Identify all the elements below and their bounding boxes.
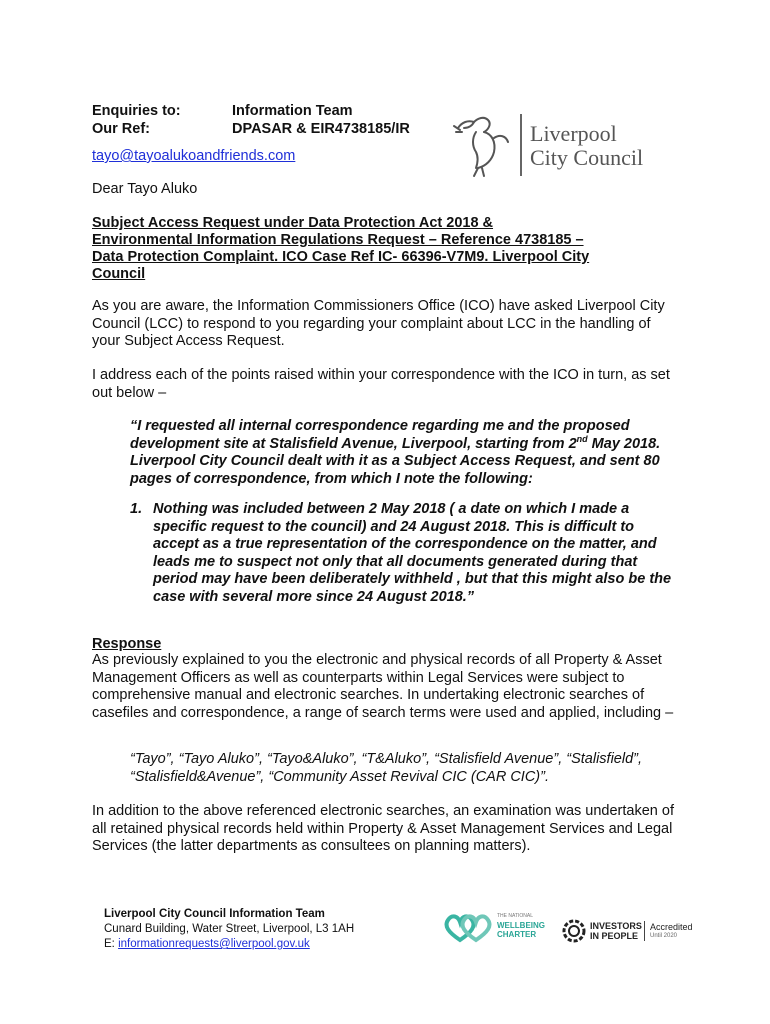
footer-email-link[interactable]: informationrequests@liverpool.gov.uk xyxy=(118,938,310,950)
wellbeing-charter-logo xyxy=(444,910,554,946)
wellbeing-small-text: THE NATIONAL xyxy=(497,913,534,919)
response-paragraph: As previously explained to you the electronic and physical records of all Property & Asset Management Officers as well as counterparts within Legal Services were subject to comprehensive manual and electronic searches. In undertaking electronic searches of casefiles and correspondence, a range of search terms were used and applied, including – xyxy=(92,652,674,721)
subject-line-1: Subject Access Request under Data Protection Act 2018 & xyxy=(92,215,494,231)
wellbeing-hearts-icon xyxy=(444,912,492,944)
ref-value: DPASAR & EIR4738185/IR xyxy=(232,121,410,137)
enquiries-label: Enquiries to: xyxy=(92,103,181,119)
investors-in-people-logo xyxy=(562,917,702,947)
subject-line-3: Data Protection Complaint. ICO Case Ref IC- 66396-V7M9. Liverpool City xyxy=(92,249,590,265)
accredited-label: Accredited xyxy=(650,922,693,932)
logo-text-line1: Liverpool xyxy=(530,121,617,146)
accredited-until: Until 2020 xyxy=(650,933,678,939)
iip-line2: IN PEOPLE xyxy=(590,931,639,941)
quoted-complaint xyxy=(130,418,690,488)
liver-bird-icon xyxy=(448,108,516,180)
physical-records-paragraph: In addition to the above referenced electronic searches, an examination was undertaken of all retained physical records held within Property & Asset Management Services and Legal Services (the latter departments as consultees on planning matters). xyxy=(92,803,674,854)
search-terms: “Tayo”, “Tayo Aluko”, “Tayo&Aluko”, “T&Aluko”, “Stalisfield Avenue”, “Stalisfield”, “Stalisfield&Avenue”, “Community Asset Revival CIC (CAR CIC)”. xyxy=(130,751,642,785)
logo-text-line2: City Council xyxy=(530,145,644,170)
numbered-item-text: Nothing was included between 2 May 2018 ( a date on which I made a specific request to the council) and 24 August 2018. This is difficult to accept as a true representation of the correspondence on the matter, and leads me to suspect not only that all documents generated during that period may have been deliberately withheld , but that this might also be the case with several more since 24 August 2018.” xyxy=(153,501,672,605)
quote-superscript: nd xyxy=(576,433,588,444)
iip-line1: INVESTORS xyxy=(590,921,642,931)
iip-badge-icon xyxy=(562,919,586,943)
recipient-email-link[interactable]: tayo@tayoalukoandfriends.com xyxy=(92,148,296,164)
wellbeing-line2: CHARTER xyxy=(497,930,537,939)
subject-line-4: Council xyxy=(92,266,146,282)
footer-address: Cunard Building, Water Street, Liverpool, L3 1AH xyxy=(104,923,355,935)
council-logo xyxy=(448,108,678,183)
logo-divider xyxy=(520,114,522,176)
footer-team: Liverpool City Council Information Team xyxy=(104,908,325,920)
footer-email-row xyxy=(104,937,310,952)
intro-paragraph: As you are aware, the Information Commissioners Office (ICO) have asked Liverpool City Council (LCC) to respond to you regarding your complaint about LCC in the handling of your Subject Access Request. xyxy=(92,298,665,349)
salutation: Dear Tayo Aluko xyxy=(92,181,198,197)
item-number: 1. xyxy=(130,501,143,517)
subject-line-2: Environmental Information Regulations Request – Reference 4738185 – xyxy=(92,232,584,248)
quote-text-part2: May 2018. Liverpool City Council dealt with it as a Subject Access Request, and sent 80 pages of correspondence, from which I note the following: xyxy=(130,435,661,487)
response-heading: Response xyxy=(92,636,162,652)
enquiries-value: Information Team xyxy=(232,103,353,119)
ref-label: Our Ref: xyxy=(92,121,150,137)
quote-text-part1: “I requested all internal correspondence regarding me and the proposed development site at Stalisfield Avenue, Liverpool, starting from 2 xyxy=(130,418,630,452)
address-points-paragraph: I address each of the points raised within your correspondence with the ICO in turn, as set out below – xyxy=(92,367,670,401)
iip-divider xyxy=(644,921,645,941)
subject-heading xyxy=(92,215,692,283)
wellbeing-line1: WELLBEING xyxy=(497,921,545,930)
footer-email-label: E: xyxy=(104,938,119,950)
